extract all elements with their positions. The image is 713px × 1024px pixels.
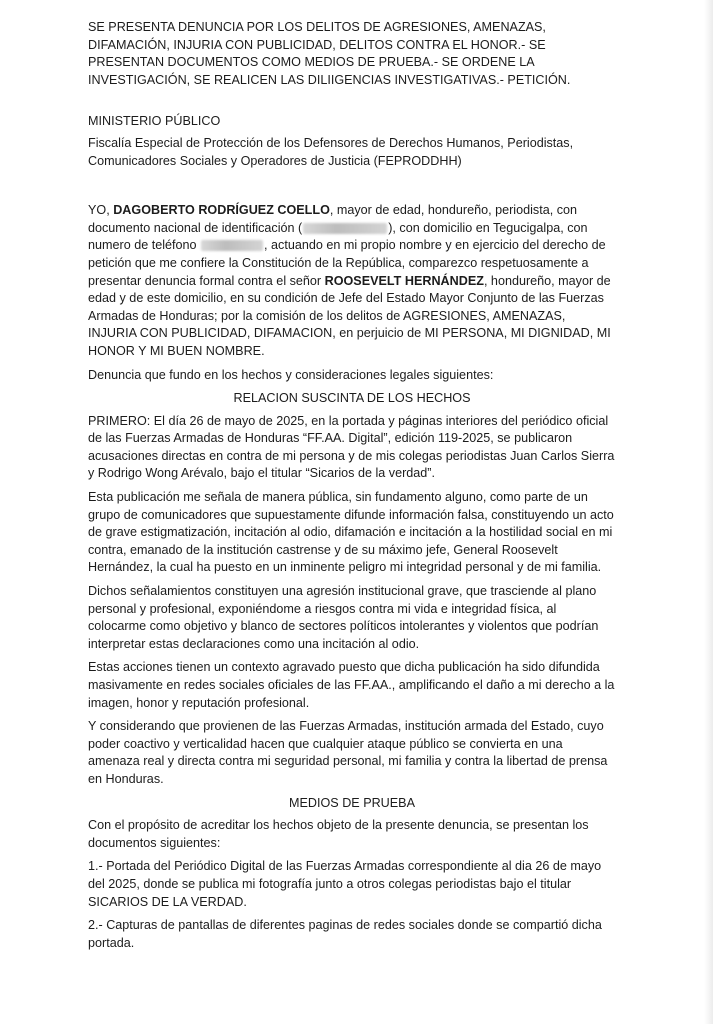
fact-paragraph: Y considerando que provienen de las Fuerzas Armadas, institución armada del Estado, cuyo poder coactivo y verticalidad hacen que cualquier ataque público se convierta en una amenaza real y directa contra mi seguridad personal, mi familia y contra la libertad de prensa en Honduras.	[88, 719, 608, 786]
intro-text-b: , mayor de edad, hondureño, periodista, con documento nacional de identificación (	[88, 203, 578, 235]
evidence-item: 1.- Portada del Periódico Digital de las Fuerzas Armadas correspondiente al dia 26 de mayo del 2025, donde se publica mi fotografía junto a otros colegas periodistas bajo el titular SICARIOS DE LA VERDAD.	[88, 859, 602, 909]
fact-paragraph: Dichos señalamientos constituyen una agresión institucional grave, que trasciende al plano personal y profesional, exponiéndome a riesgos contra mi vida e integridad física, al colocarme como objetivo y blanco de sectores políticos intolerantes y violentos que podrían interpretar estas declaraciones como una incitación al odio.	[88, 584, 599, 651]
fact-paragraph: PRIMERO: El día 26 de mayo de 2025, en la portada y páginas interiores del periódico oficial de las Fuerzas Armadas de Honduras “FF.AA. Digital”, edición 119-2025, se publicaron acusaciones directas en contra de mi persona y de mis colegas periodistas Juan Carlos Sierra y Rodrigo Wong Arévalo, bajo el titular “Sicarios de la verdad”.	[88, 413, 615, 481]
page-edge-shadow	[704, 0, 713, 1024]
evidence-intro: Con el propósito de acreditar los hechos objeto de la presente denuncia, se presentan los documentos siguientes:	[88, 818, 589, 850]
document-body	[88, 19, 616, 952]
basis-paragraph: Denuncia que fundo en los hechos y consideraciones legales siguientes:	[88, 367, 494, 382]
redacted-id	[303, 223, 387, 234]
evidence-heading: MEDIOS DE PRUEBA	[289, 795, 415, 810]
recipient-title: MINISTERIO PÚBLICO	[88, 114, 221, 129]
intro-paragraph	[88, 202, 616, 360]
facts-heading: RELACION SUSCINTA DE LOS HECHOS	[233, 391, 471, 406]
fact-paragraph: Estas acciones tienen un contexto agravado puesto que dicha publicación ha sido difundida masivamente en redes sociales oficiales de las FF.AA., amplificando el daño a mi derecho a la imagen, honor y reputación profesional.	[88, 660, 615, 710]
intro-text-d: , actuando en mi propio nombre y en ejercicio del derecho de petición que me confiere la Constitución de la República, comparezco respetuosamente a presentar denuncia formal contra el señor	[88, 238, 606, 288]
intro-text-c: ), con domicilio en Tegucigalpa, con numero de teléfono	[88, 220, 588, 253]
intro-text-a: YO,	[88, 203, 114, 218]
redacted-phone	[201, 240, 263, 251]
accused-name: ROOSEVELT HERNÁNDEZ	[324, 273, 484, 288]
complainant-name: DAGOBERTO RODRÍGUEZ COELLO	[113, 203, 330, 218]
evidence-item: 2.- Capturas de pantallas de diferentes paginas de redes sociales donde se compartió dicha portada.	[88, 918, 602, 950]
intro-text-e: , hondureño, mayor de edad y de este domicilio, en su condición de Jefe del Estado Mayor Conjunto de las Fuerzas Armadas de Honduras; por la comisión de los delitos de AGRESIONES, AMENAZAS, INJURIA CON PUBLICIDAD, DIFAMACION, en perjuicio de MI PERSONA, MI DIGNIDAD, MI HONOR Y MI BUEN NOMBRE.	[88, 273, 611, 358]
fact-paragraph: Esta publicación me señala de manera pública, sin fundamento alguno, como parte de un grupo de comunicadores que supuestamente difunde información falsa, constituyendo un acto de grave estigmatización, incitación al odio, difamación e incitación a la hostilidad social en mi contra, emanado de la institución castrense y de su máximo jefe, General Roosevelt Hernández, la cual ha puesto en un inminente peligro mi integridad personal y de mi familia.	[88, 490, 614, 575]
recipient-subtitle: Fiscalía Especial de Protección de los Defensores de Derechos Humanos, Periodistas, Comunicadores Sociales y Operadores de Justicia (FEPRODDHH)	[88, 135, 574, 168]
document-header: SE PRESENTA DENUNCIA POR LOS DELITOS DE AGRESIONES, AMENAZAS, DIFAMACIÓN, INJURIA CON PUBLICIDAD, DELITOS CONTRA EL HONOR.- SE PRESENTAN DOCUMENTOS COMO MEDIOS DE PRUEBA.- SE ORDENE LA INVESTIGACIÓN, SE REALICEN LAS DILIIGENCIAS INVESTIGATIVAS.- PETICIÓN.	[88, 20, 571, 87]
